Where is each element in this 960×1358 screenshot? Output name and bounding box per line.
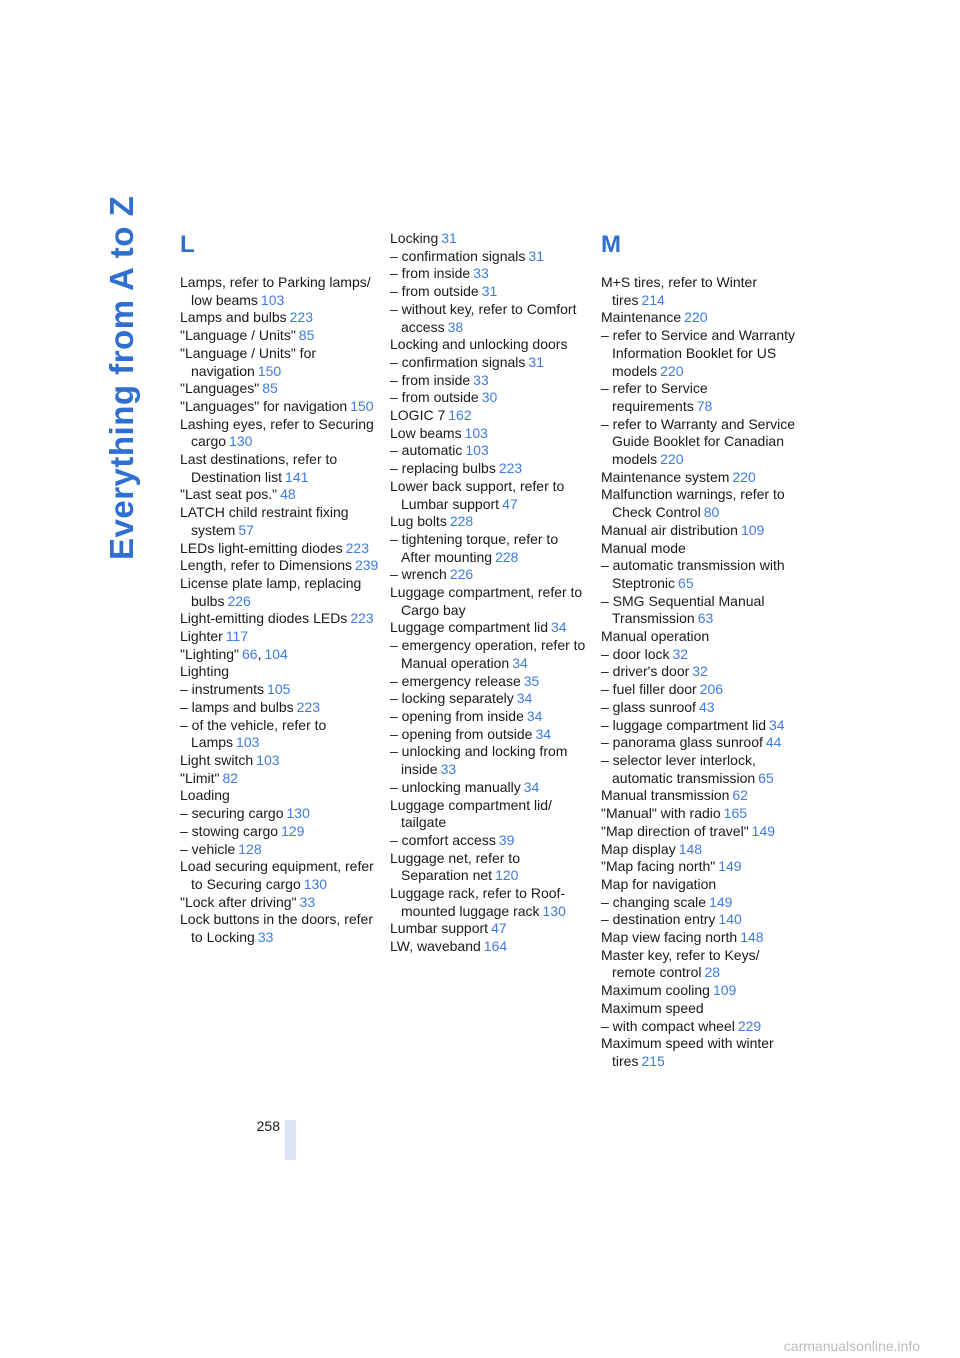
index-entry	[180, 327, 380, 345]
index-entry	[601, 1000, 801, 1018]
entry-text: Lamps and bulbs	[180, 309, 287, 326]
entry-text: Maintenance	[601, 309, 682, 326]
entry-text: Light switch	[180, 751, 254, 768]
entry-text: Lumbar support	[390, 920, 489, 937]
entry-text: – without key, refer to Comfort access	[390, 300, 577, 335]
index-entry	[601, 787, 801, 805]
entry-text: Map display	[601, 840, 676, 857]
entry-text: – panorama glass sunroof	[601, 734, 763, 751]
page-reference-link[interactable]: 220	[684, 309, 708, 326]
index-entry	[601, 1035, 801, 1070]
index-entry	[390, 832, 590, 850]
entry-text: Lashing eyes, refer to Securing cargo	[180, 415, 374, 450]
page-reference-link[interactable]: 33	[299, 893, 316, 910]
entry-text: LW, waveband	[390, 938, 481, 955]
entry-text: "Last seat pos."	[180, 486, 278, 503]
page-reference-link[interactable]: 34	[516, 690, 533, 707]
entry-text: – refer to Service and Warranty Information Booklet for US models	[601, 327, 796, 379]
page-reference-link[interactable]: 34	[526, 707, 543, 724]
page-reference-link[interactable]: 226	[227, 592, 251, 609]
page-reference-link[interactable]: 103	[465, 442, 489, 459]
index-entry	[390, 726, 590, 744]
index-entry	[180, 274, 380, 309]
page-reference-link[interactable]: 223	[498, 460, 523, 477]
index-entry	[601, 858, 801, 876]
entry-text: – securing cargo	[180, 805, 284, 822]
index-entry	[601, 1018, 801, 1036]
entry-text: – automatic transmission with Steptronic	[601, 557, 785, 591]
page-reference-link[interactable]: 141	[285, 468, 309, 485]
index-entry	[601, 646, 801, 664]
index-entry	[180, 911, 380, 946]
page-reference-link[interactable]: 82	[222, 769, 239, 786]
entry-text: "Map direction of travel"	[601, 822, 749, 839]
index-entry	[390, 389, 590, 407]
page-reference-link[interactable]: 140	[718, 911, 742, 928]
page-reference-link[interactable]: 43	[698, 698, 715, 715]
page-reference-link[interactable]: 34	[551, 619, 567, 636]
page-reference-link[interactable]: 117	[225, 628, 249, 645]
index-entry	[180, 451, 380, 486]
index-entry	[601, 734, 801, 752]
page-reference-link[interactable]: 48	[280, 486, 296, 503]
entry-text: – destination entry	[601, 911, 716, 928]
entry-text: "Languages" for navigation	[180, 397, 348, 414]
index-entry	[390, 372, 590, 390]
page-reference-link[interactable]: 103	[256, 751, 280, 768]
index-entry	[601, 593, 801, 628]
entry-text: Light-emitting diodes LEDs	[180, 610, 348, 627]
entry-text: Lighter	[180, 628, 223, 645]
index-entry	[601, 380, 801, 415]
entry-text: "Lock after driving"	[180, 893, 297, 910]
page-reference-link[interactable]: 47	[491, 920, 507, 937]
index-entry	[180, 717, 380, 752]
page-reference-link[interactable]: 120	[495, 867, 519, 884]
page-reference-link[interactable]: 65	[678, 574, 694, 591]
entry-text: – unlocking manually	[390, 778, 521, 795]
entry-text: Lock buttons in the doors, refer to Locking	[180, 911, 373, 946]
page-reference-link[interactable]: 32	[692, 663, 708, 680]
index-column-2	[390, 230, 590, 956]
index-entry	[180, 610, 380, 628]
index-entry	[390, 584, 590, 619]
page-reference-link[interactable]: 85	[298, 327, 315, 344]
index-entry	[180, 841, 380, 859]
entry-text: – replacing bulbs	[390, 460, 496, 477]
index-entry	[390, 797, 590, 832]
index-entry	[390, 885, 590, 920]
page-reference-link[interactable]: 223	[350, 610, 374, 627]
page-reference-link[interactable]: 31	[441, 230, 457, 246]
index-entry	[390, 283, 590, 301]
page-reference-link[interactable]: 226	[449, 566, 474, 583]
index-entry	[601, 717, 801, 735]
index-entry	[180, 770, 380, 788]
entry-text: – confirmation signals	[390, 353, 526, 370]
page-reference-link[interactable]: 130	[286, 805, 310, 822]
index-entry	[390, 637, 590, 672]
index-entry	[390, 442, 590, 460]
index-entry	[180, 345, 380, 380]
entry-text: Map view facing north	[601, 929, 738, 946]
index-entry	[601, 841, 801, 859]
entry-text: Locking	[390, 230, 439, 246]
index-entry	[390, 531, 590, 566]
index-entry	[601, 416, 801, 469]
index-entry	[390, 920, 590, 938]
index-entry	[390, 230, 590, 248]
index-entry	[601, 327, 801, 380]
entry-list	[601, 274, 801, 1071]
page-reference-link[interactable]: 128	[238, 840, 262, 857]
page-separator: ,	[257, 645, 262, 662]
entry-text: – from inside	[390, 371, 471, 388]
entry-text: Maximum speed with winter tires	[601, 1035, 774, 1069]
entry-text: – opening from inside	[390, 707, 524, 724]
page-reference-link[interactable]: 162	[448, 407, 472, 424]
index-entry	[390, 354, 590, 372]
index-entry	[180, 663, 380, 681]
page-reference-link[interactable]: 214	[641, 291, 665, 308]
entry-text: – unlocking and locking from inside	[390, 743, 568, 778]
entry-text: "Limit"	[180, 769, 220, 786]
entry-text: – lamps and bulbs	[180, 698, 294, 715]
entry-text: – selector lever interlock, automatic transmission	[601, 751, 756, 786]
page-reference-link[interactable]: 215	[641, 1052, 665, 1069]
page-reference-link[interactable]: 47	[502, 495, 518, 512]
entry-text: Lighting	[180, 663, 230, 680]
entry-text: Master key, refer to Keys/ remote control	[601, 946, 760, 981]
page-reference-link[interactable]: 65	[758, 769, 774, 786]
page-reference-link[interactable]: 63	[697, 610, 714, 627]
index-entry	[180, 628, 380, 646]
index-entry	[390, 619, 590, 637]
entry-text: – emergency release	[390, 672, 521, 689]
page-reference-link[interactable]: 223	[289, 309, 313, 326]
index-entry	[601, 557, 801, 592]
page-reference-link[interactable]: 149	[718, 858, 742, 875]
entry-text: – changing scale	[601, 893, 707, 910]
page-reference-link[interactable]: 129	[281, 822, 305, 839]
index-entry	[180, 646, 380, 664]
entry-text: Manual transmission	[601, 787, 730, 804]
page-reference-link[interactable]: 62	[732, 787, 748, 804]
page-reference-link[interactable]: 149	[751, 822, 776, 839]
entry-text: Luggage net, refer to Separation net	[390, 849, 520, 884]
page-reference-link[interactable]: 130	[542, 902, 566, 919]
entry-text: – opening from outside	[390, 725, 533, 742]
page-reference-link[interactable]: 104	[264, 645, 288, 662]
entry-text: Manual air distribution	[601, 521, 738, 538]
page-reference-link[interactable]: 130	[303, 875, 328, 892]
entry-text: Luggage compartment, refer to Cargo bay	[390, 584, 583, 618]
page-reference-link[interactable]: 223	[345, 539, 369, 556]
index-entry	[601, 947, 801, 982]
index-entry	[390, 478, 590, 513]
entry-text: – of the vehicle, refer to Lamps	[180, 716, 327, 751]
index-entry	[601, 540, 801, 558]
entry-text: – refer to Service requirements	[601, 380, 708, 414]
entry-text: – confirmation signals	[390, 247, 526, 264]
page-reference-link[interactable]: 164	[483, 938, 508, 955]
index-entry	[180, 787, 380, 805]
index-entry	[180, 681, 380, 699]
entry-text: – from inside	[390, 265, 471, 282]
entry-text: – stowing cargo	[180, 822, 279, 839]
index-entry	[390, 407, 590, 425]
side-title: Everything from A to Z	[103, 195, 140, 560]
index-entry	[601, 752, 801, 787]
index-entry	[180, 380, 380, 398]
page-reference-link[interactable]: 165	[723, 805, 748, 822]
index-entry	[180, 486, 380, 504]
index-entry	[180, 557, 380, 575]
index-entry	[180, 575, 380, 610]
entry-text: Length, refer to Dimensions	[180, 557, 352, 574]
entry-text: Malfunction warnings, refer to Check Control	[601, 486, 785, 521]
entry-text: – from outside	[390, 389, 479, 406]
page-reference-link[interactable]: 33	[473, 265, 489, 282]
index-entry	[601, 876, 801, 894]
entry-text: Low beams	[390, 424, 462, 441]
index-entry	[390, 566, 590, 584]
entry-list	[180, 274, 380, 947]
index-entry	[390, 673, 590, 691]
index-entry	[601, 274, 801, 309]
page-reference-link[interactable]: 220	[660, 362, 684, 379]
index-entry	[180, 752, 380, 770]
entry-text: Loading	[180, 787, 230, 804]
entry-text: "Lighting"	[180, 645, 239, 662]
entry-text: – tightening torque, refer to After mounting	[390, 530, 559, 565]
entry-text: – instruments	[180, 681, 265, 698]
entry-text: Load securing equipment, refer to Securing cargo	[180, 858, 374, 892]
index-entry	[601, 894, 801, 912]
page-reference-link[interactable]: 66	[241, 645, 258, 662]
page-reference-link[interactable]: 220	[732, 468, 756, 485]
entry-text: Maintenance system	[601, 468, 730, 485]
index-entry	[601, 522, 801, 540]
page-marker-bar	[285, 1120, 296, 1160]
entry-text: – from outside	[390, 283, 479, 300]
page-reference-link[interactable]: 28	[704, 964, 721, 981]
index-entry	[180, 858, 380, 893]
entry-text: – with compact wheel	[601, 1017, 735, 1034]
page-reference-link[interactable]: 30	[481, 389, 498, 406]
page-reference-link[interactable]: 33	[473, 371, 489, 388]
page-reference-link[interactable]: 103	[260, 291, 285, 308]
entry-text: Last destinations, refer to Destination list	[180, 451, 338, 485]
entry-text: – locking separately	[390, 690, 514, 707]
index-entry	[601, 681, 801, 699]
entry-text: Locking and unlocking doors	[390, 336, 568, 353]
entry-text: M+S tires, refer to Winter tires	[601, 274, 757, 308]
index-column-1	[180, 230, 380, 947]
entry-text: – refer to Warranty and Service Guide Booklet for Canadian models	[601, 415, 796, 468]
index-entry	[601, 628, 801, 646]
index-entry	[390, 850, 590, 885]
index-entry	[180, 398, 380, 416]
entry-text: – driver's door	[601, 663, 690, 680]
page-reference-link[interactable]: 103	[236, 734, 260, 751]
entry-text: "Language / Units"	[180, 327, 296, 344]
index-entry	[601, 699, 801, 717]
section-letter: M	[601, 231, 621, 258]
entry-text: Manual operation	[601, 628, 710, 645]
index-entry	[601, 982, 801, 1000]
index-entry	[601, 929, 801, 947]
entry-text: "Map facing north"	[601, 858, 716, 875]
page-reference-link[interactable]: 34	[769, 716, 785, 733]
page-reference-link[interactable]: 239	[354, 557, 379, 574]
entry-text: Lamps, refer to Parking lamps/ low beams	[180, 274, 371, 308]
index-entry	[390, 938, 590, 956]
entry-text: "Language / Units" for navigation	[180, 344, 317, 379]
entry-text: Lug bolts	[390, 513, 447, 530]
index-entry	[390, 248, 590, 266]
entry-text: Maximum speed	[601, 999, 704, 1016]
entry-list	[390, 230, 590, 956]
page-number: 258	[256, 1118, 280, 1134]
index-entry	[390, 513, 590, 531]
section-letter: L	[180, 231, 195, 258]
index-entry	[601, 911, 801, 929]
page-reference-link[interactable]: 150	[350, 397, 374, 414]
entry-text: – comfort access	[390, 831, 496, 848]
entry-text: – fuel filler door	[601, 681, 697, 698]
index-entry	[180, 894, 380, 912]
page-reference-link[interactable]: 78	[696, 397, 713, 414]
entry-text: "Languages"	[180, 380, 260, 397]
page-reference-link[interactable]: 150	[257, 362, 282, 379]
index-column-3	[601, 230, 801, 1071]
entry-text: – emergency operation, refer to Manual operation	[390, 637, 586, 671]
page-reference-link[interactable]: 32	[672, 645, 689, 662]
entry-text: LOGIC 7	[390, 407, 446, 424]
entry-text: – luggage compartment lid	[601, 716, 766, 733]
page-reference-link[interactable]: 31	[528, 353, 544, 370]
entry-text: License plate lamp, replacing bulbs	[180, 574, 362, 609]
footer-watermark: carmanualsonline.info	[783, 1338, 920, 1354]
entry-text: Luggage rack, refer to Roof-mounted luggage rack	[390, 885, 566, 919]
page-reference-link[interactable]: 105	[267, 681, 291, 698]
page-reference-link[interactable]: 103	[464, 424, 488, 441]
index-entry	[180, 504, 380, 539]
entry-text: Lower back support, refer to Lumbar support	[390, 477, 565, 512]
index-entry	[180, 416, 380, 451]
entry-text: LATCH child restraint fixing system	[180, 504, 349, 538]
page-reference-link[interactable]: 80	[703, 504, 720, 521]
index-entry	[390, 743, 590, 778]
page-reference-link[interactable]: 33	[257, 929, 274, 946]
index-entry	[390, 779, 590, 797]
page-reference-link[interactable]: 57	[238, 521, 254, 538]
page-reference-link[interactable]: 35	[523, 672, 540, 689]
page-reference-link[interactable]: 38	[447, 318, 464, 335]
page-reference-link[interactable]: 130	[229, 433, 253, 450]
page-reference-link[interactable]: 31	[528, 247, 544, 264]
page-reference-link[interactable]: 229	[737, 1017, 762, 1034]
page-reference-link[interactable]: 228	[449, 513, 474, 530]
entry-text: Luggage compartment lid/ tailgate	[390, 796, 552, 831]
index-entry	[180, 699, 380, 717]
entry-text: – vehicle	[180, 840, 236, 857]
index-entry	[180, 309, 380, 327]
page-reference-link[interactable]: 148	[740, 929, 764, 946]
page-reference-link[interactable]: 34	[535, 725, 552, 742]
index-entry	[390, 425, 590, 443]
index-entry	[601, 309, 801, 327]
index-entry	[390, 460, 590, 478]
index-entry	[390, 708, 590, 726]
page-reference-link[interactable]: 206	[699, 681, 724, 698]
entry-text: Maximum cooling	[601, 982, 710, 999]
index-entry	[601, 823, 801, 841]
page-reference-link[interactable]: 33	[440, 761, 457, 778]
page-reference-link[interactable]: 109	[712, 982, 737, 999]
entry-text: – door lock	[601, 645, 670, 662]
entry-text: – glass sunroof	[601, 698, 696, 715]
page-reference-link[interactable]: 39	[498, 831, 515, 848]
page-reference-link[interactable]: 44	[765, 734, 782, 751]
index-entry	[601, 486, 801, 521]
index-entry	[390, 690, 590, 708]
page-reference-link[interactable]: 109	[740, 521, 765, 538]
page-reference-link[interactable]: 149	[709, 893, 733, 910]
page-reference-link[interactable]: 228	[495, 548, 519, 565]
index-entry	[601, 805, 801, 823]
entry-text: – automatic	[390, 442, 463, 459]
page-reference-link[interactable]: 220	[660, 451, 684, 468]
entry-text: "Manual" with radio	[601, 805, 721, 822]
index-entry	[601, 469, 801, 487]
index-entry	[601, 663, 801, 681]
page-reference-link[interactable]: 148	[678, 840, 703, 857]
index-entry	[390, 336, 590, 354]
index-entry	[180, 805, 380, 823]
page-reference-link[interactable]: 223	[296, 698, 320, 715]
entry-text: – wrench	[390, 566, 447, 583]
entry-text: Luggage compartment lid	[390, 619, 548, 636]
entry-text: Manual mode	[601, 539, 686, 556]
entry-text: – SMG Sequential Manual Transmission	[601, 592, 765, 627]
index-entry	[180, 823, 380, 841]
entry-text: LEDs light-emitting diodes	[180, 539, 343, 556]
page-reference-link[interactable]: 34	[523, 778, 540, 795]
page-reference-link[interactable]: 85	[262, 380, 278, 397]
index-entry	[390, 265, 590, 283]
index-entry	[180, 540, 380, 558]
index-entry	[390, 301, 590, 336]
page-reference-link[interactable]: 31	[481, 283, 498, 300]
page-reference-link[interactable]: 34	[512, 654, 528, 671]
entry-text: Map for navigation	[601, 875, 717, 892]
